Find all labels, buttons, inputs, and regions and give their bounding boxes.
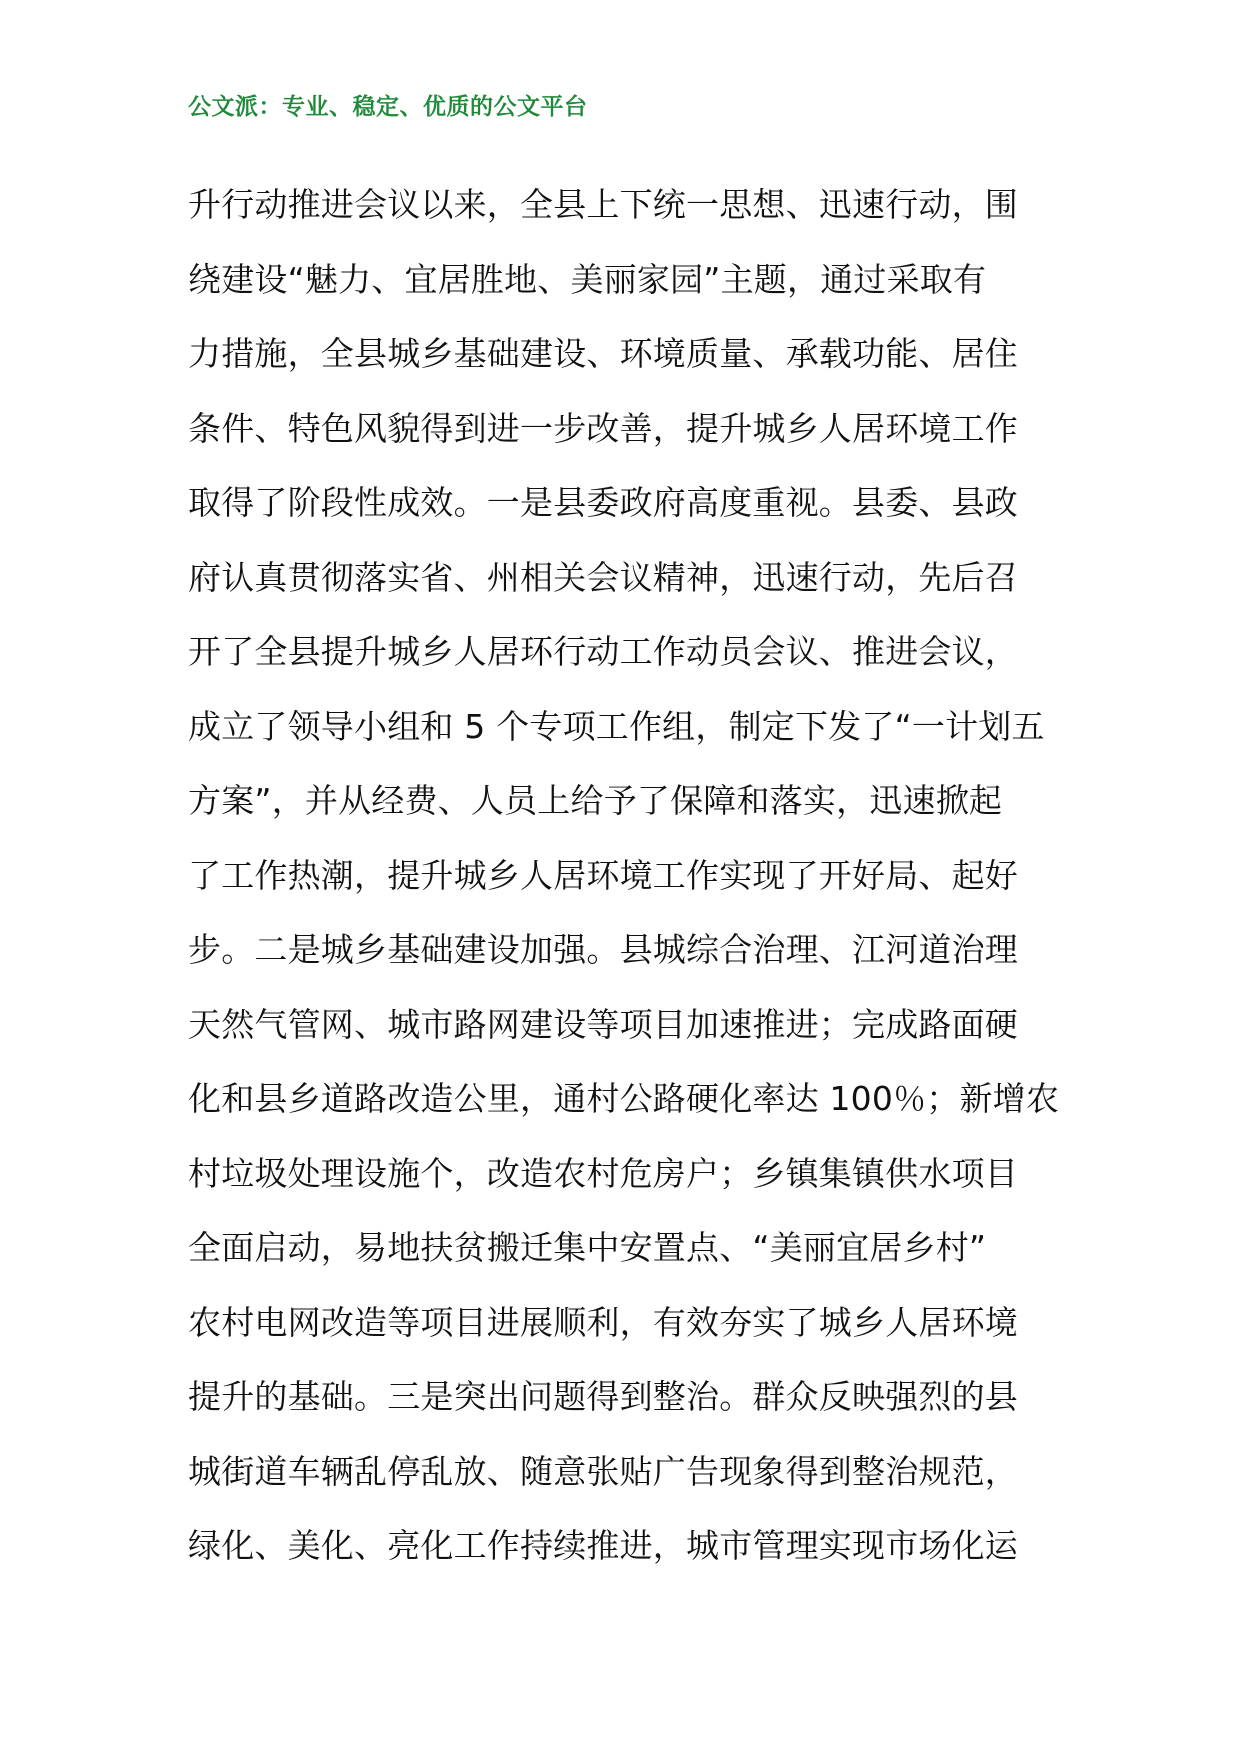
text-line: 化和县乡道路改造公里，通村公路硬化率达 100％；新增农 <box>188 1079 1060 1118</box>
text-line: 天然气管网、城市路网建设等项目加速推进；完成路面硬 <box>188 1004 1018 1044</box>
text-line: 步。二是城乡基础建设加强。县城综合治理、江河道治理 <box>188 930 1018 969</box>
text-line: 村垃圾处理设施个，改造农村危房户；乡镇集镇供水项目 <box>188 1153 1018 1193</box>
text-line: 绕建设“魅力、宜居胜地、美丽家园”主题，通过采取有 <box>188 259 987 299</box>
text-line: 开了全县提升城乡人居环行动工作动员会议、推进会议， <box>188 632 1018 671</box>
text-line: 提升的基础。三是突出问题得到整治。群众反映强烈的县 <box>188 1377 1018 1416</box>
text-line: 府认真贯彻落实省、州相关会议精神，迅速行动，先后召 <box>188 557 1018 597</box>
text-line: 了工作热潮，提升城乡人居环境工作实现了开好局、起好 <box>188 855 1018 895</box>
text-line: 方案”，并从经费、人员上给予了保障和落实，迅速掀起 <box>188 781 1003 820</box>
text-line: 取得了阶段性成效。一是县委政府高度重视。县委、县政 <box>188 483 1018 522</box>
text-line: 农村电网改造等项目进展顺利，有效夯实了城乡人居环境 <box>188 1302 1018 1342</box>
text-line: 绿化、美化、亮化工作持续推进，城市管理实现市场化运 <box>188 1526 1018 1565</box>
text-line: 条件、特色风貌得到进一步改善，提升城乡人居环境工作 <box>188 408 1018 448</box>
text-line: 全面启动，易地扶贫搬迁集中安置点、“美丽宜居乡村” <box>188 1228 987 1267</box>
body-text <box>188 168 1058 1584</box>
text-line: 升行动推进会议以来，全县上下统一思想、迅速行动，围 <box>188 185 1018 224</box>
text-line: 成立了领导小组和 5 个专项工作组，制定下发了“一计划五 <box>188 706 1045 746</box>
page-header: 公文派：专业、稳定、优质的公文平台 <box>188 94 588 120</box>
text-line: 力措施，全县城乡基础建设、环境质量、承载功能、居住 <box>188 334 1018 373</box>
text-line: 城街道车辆乱停乱放、随意张贴广告现象得到整治规范， <box>188 1451 1018 1491</box>
